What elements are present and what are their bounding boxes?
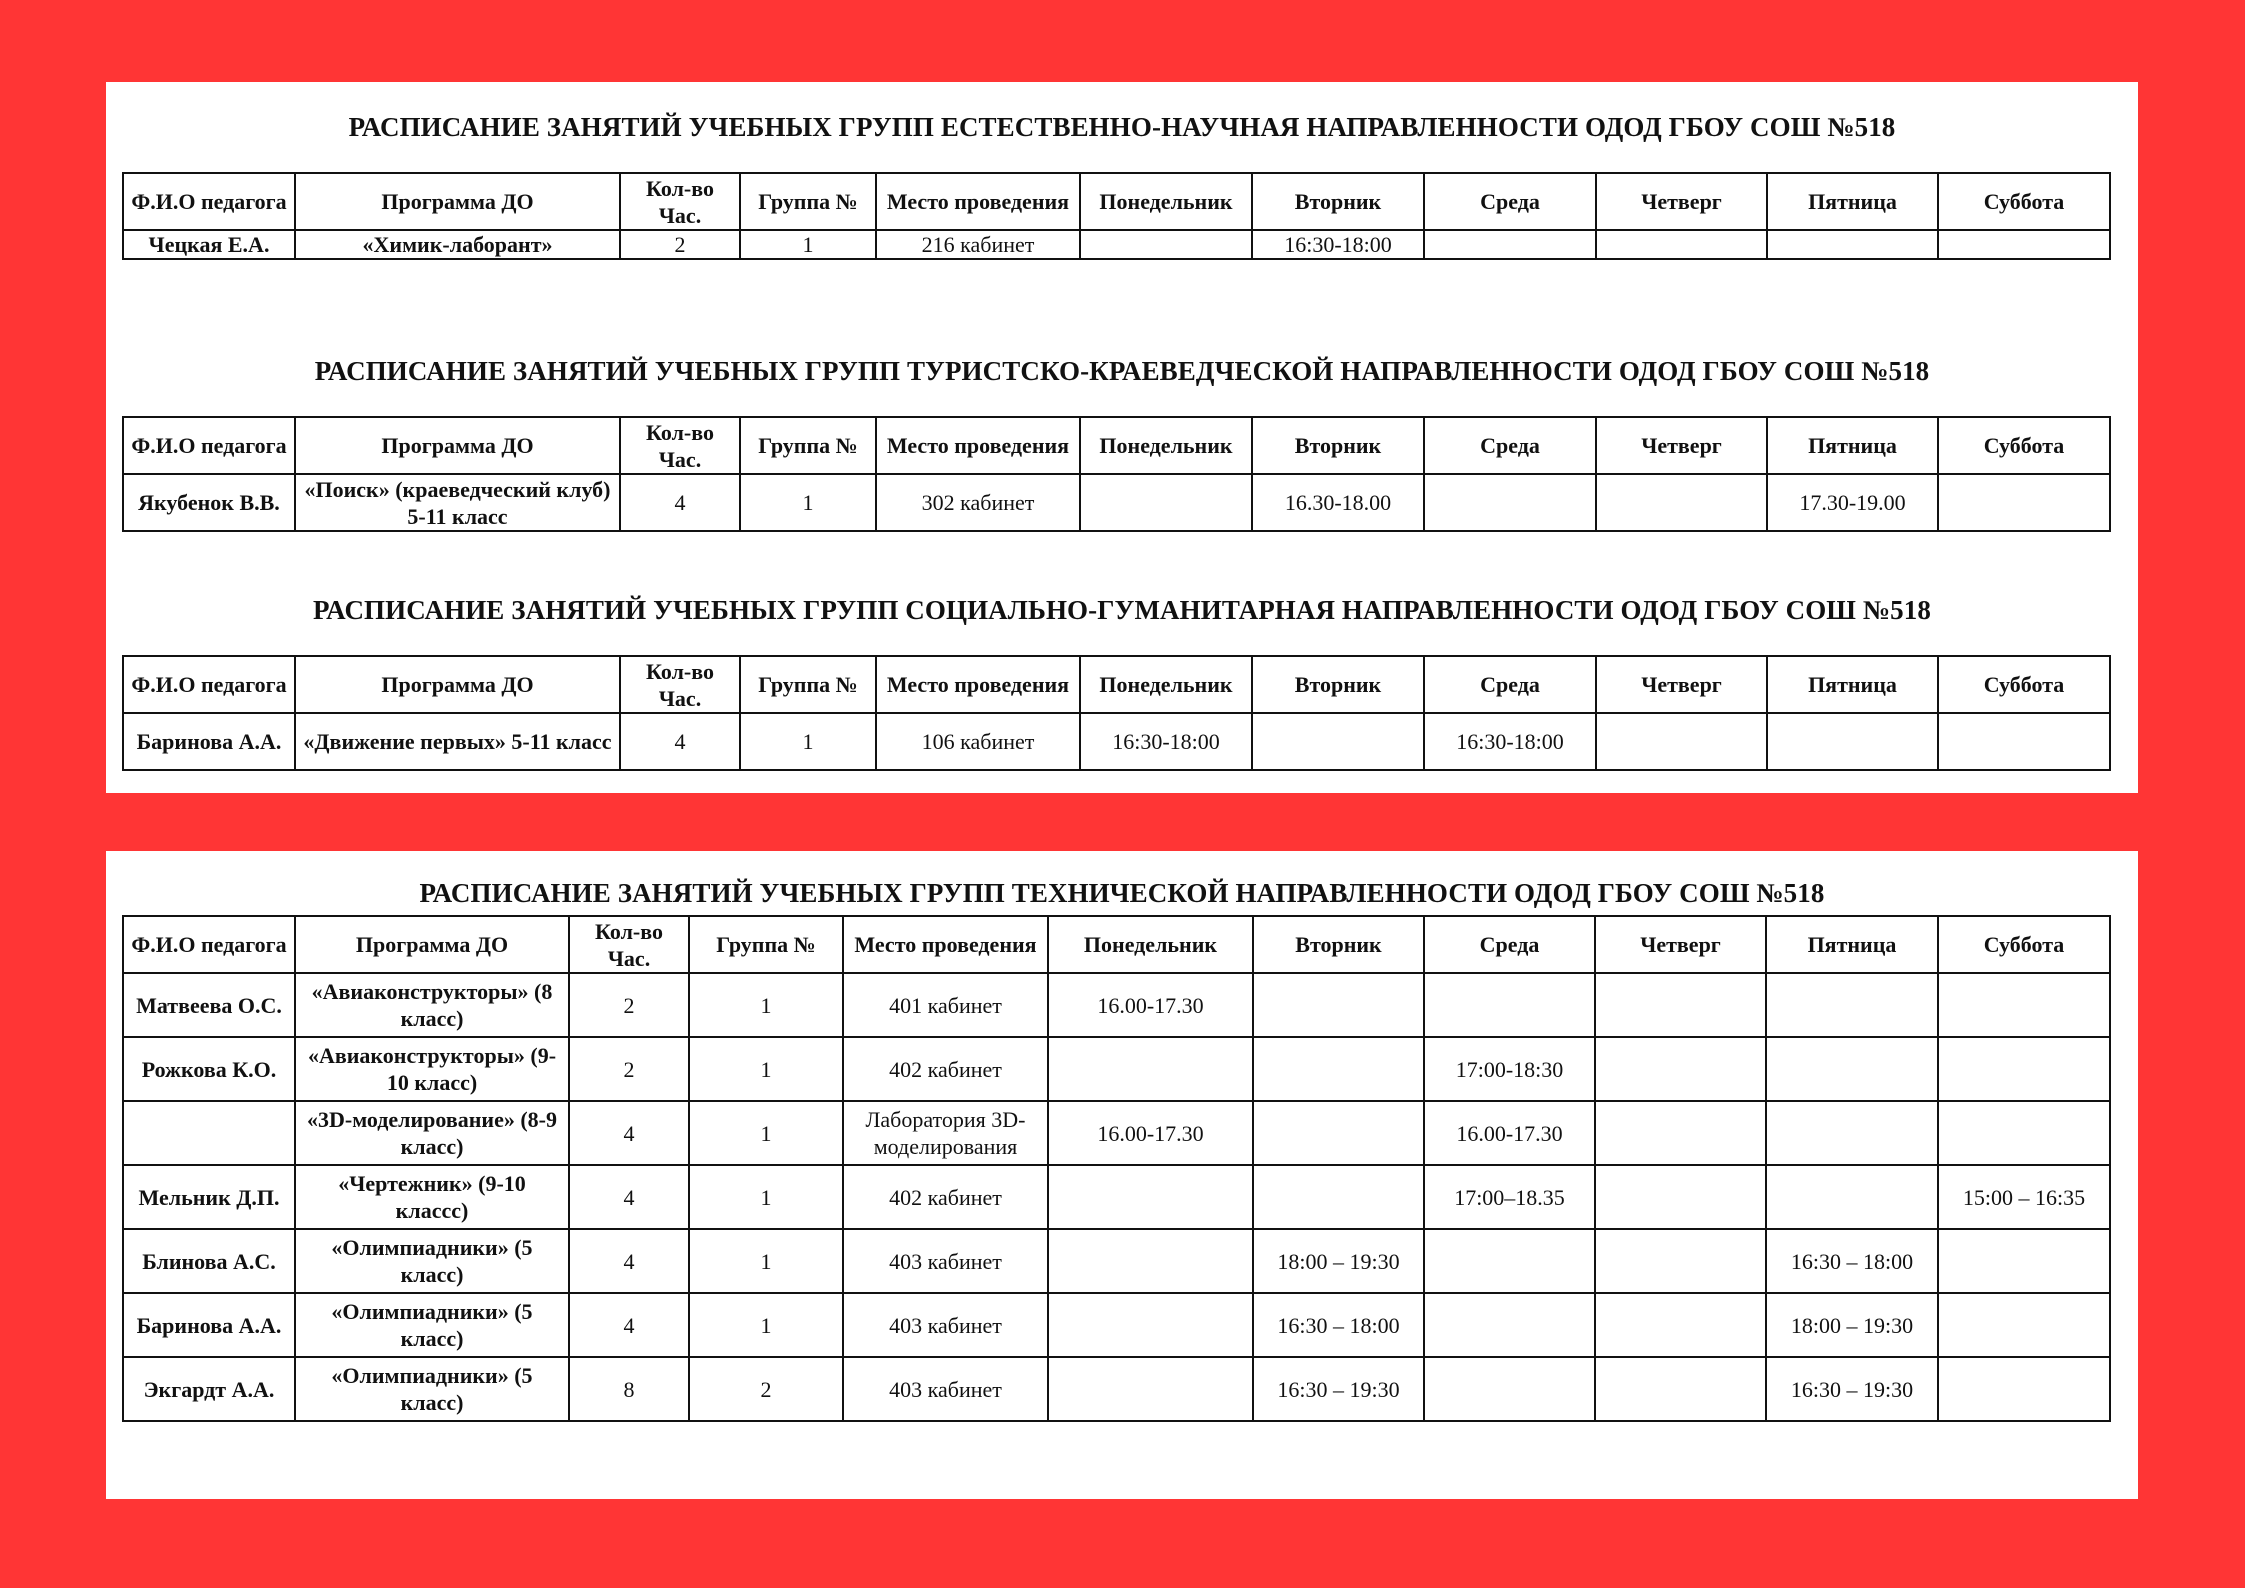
schedule-sheet-top — [106, 82, 2138, 793]
cell-saturday — [1938, 1293, 2110, 1357]
table-row — [123, 1229, 2110, 1293]
cell-monday: 16.00-17.30 — [1048, 1101, 1253, 1165]
cell-teacher: Мельник Д.П. — [123, 1165, 295, 1229]
cell-group: 1 — [740, 230, 876, 259]
header-program: Программа ДО — [295, 417, 620, 474]
header-saturday: Суббота — [1938, 173, 2110, 230]
cell-thursday — [1596, 713, 1767, 770]
cell-friday: 16:30 – 18:00 — [1766, 1229, 1938, 1293]
header-wednesday: Среда — [1424, 916, 1595, 973]
cell-saturday — [1938, 713, 2110, 770]
cell-place: 403 кабинет — [843, 1293, 1048, 1357]
schedule-table-social-humanitarian — [122, 655, 2111, 771]
cell-friday: 17.30-19.00 — [1767, 474, 1938, 531]
cell-group: 1 — [689, 1165, 843, 1229]
header-program: Программа ДО — [295, 173, 620, 230]
cell-program: «Авиаконструкторы» (8 класс) — [295, 973, 569, 1037]
cell-program: «Олимпиадники» (5 класс) — [295, 1357, 569, 1421]
table-header-row — [123, 173, 2110, 230]
cell-tuesday — [1253, 973, 1424, 1037]
header-wednesday: Среда — [1424, 656, 1596, 713]
header-monday: Понедельник — [1080, 173, 1252, 230]
cell-thursday — [1595, 973, 1766, 1037]
cell-monday — [1048, 1037, 1253, 1101]
cell-group: 1 — [689, 1293, 843, 1357]
cell-place: 403 кабинет — [843, 1357, 1048, 1421]
cell-place: 402 кабинет — [843, 1165, 1048, 1229]
cell-hours: 4 — [620, 474, 740, 531]
cell-tuesday — [1253, 1165, 1424, 1229]
cell-hours: 4 — [569, 1101, 689, 1165]
cell-saturday — [1938, 230, 2110, 259]
header-monday: Понедельник — [1080, 417, 1252, 474]
header-group: Группа № — [740, 656, 876, 713]
cell-program: «Движение первых» 5-11 класс — [295, 713, 620, 770]
header-tuesday: Вторник — [1252, 417, 1424, 474]
schedule-table-natural-science — [122, 172, 2111, 260]
header-group: Группа № — [740, 417, 876, 474]
cell-friday — [1767, 230, 1938, 259]
header-program: Программа ДО — [295, 656, 620, 713]
section-title-tourism: РАСПИСАНИЕ ЗАНЯТИЙ УЧЕБНЫХ ГРУПП ТУРИСТСКО-КРАЕВЕДЧЕСКОЙ НАПРАВЛЕННОСТИ ОДОД ГБОУ СОШ №518 — [314, 356, 1930, 386]
cell-thursday — [1595, 1101, 1766, 1165]
header-wednesday: Среда — [1424, 417, 1596, 474]
cell-wednesday — [1424, 230, 1596, 259]
header-tuesday: Вторник — [1253, 916, 1424, 973]
cell-hours: 2 — [569, 1037, 689, 1101]
cell-wednesday — [1424, 1229, 1595, 1293]
cell-program: «Чертежник» (9-10 классс) — [295, 1165, 569, 1229]
header-teacher: Ф.И.О педагога — [123, 173, 295, 230]
header-group: Группа № — [689, 916, 843, 973]
cell-saturday — [1938, 1229, 2110, 1293]
cell-wednesday: 17:00–18.35 — [1424, 1165, 1595, 1229]
cell-wednesday: 16:30-18:00 — [1424, 713, 1596, 770]
cell-hours: 2 — [569, 973, 689, 1037]
header-thursday: Четверг — [1595, 916, 1766, 973]
cell-wednesday — [1424, 474, 1596, 531]
cell-program: «Олимпиадники» (5 класс) — [295, 1293, 569, 1357]
cell-teacher: Чецкая Е.А. — [123, 230, 295, 259]
cell-thursday — [1596, 230, 1767, 259]
cell-monday: 16.00-17.30 — [1048, 973, 1253, 1037]
table-row — [123, 1037, 2110, 1101]
header-thursday: Четверг — [1596, 417, 1767, 474]
cell-wednesday — [1424, 1293, 1595, 1357]
header-wednesday: Среда — [1424, 173, 1596, 230]
cell-thursday — [1595, 1165, 1766, 1229]
cell-place: 106 кабинет — [876, 713, 1080, 770]
table-row — [123, 1165, 2110, 1229]
cell-teacher: Матвеева О.С. — [123, 973, 295, 1037]
schedule-table-technical — [122, 915, 2111, 1422]
cell-monday: 16:30-18:00 — [1080, 713, 1252, 770]
cell-wednesday: 16.00-17.30 — [1424, 1101, 1595, 1165]
header-place: Место проведения — [876, 656, 1080, 713]
cell-tuesday: 16:30 – 18:00 — [1253, 1293, 1424, 1357]
cell-teacher — [123, 1101, 295, 1165]
header-monday: Понедельник — [1080, 656, 1252, 713]
cell-program: «Авиаконструкторы» (9-10 класс) — [295, 1037, 569, 1101]
cell-teacher: Баринова А.А. — [123, 1293, 295, 1357]
cell-monday — [1048, 1293, 1253, 1357]
cell-group: 1 — [689, 1229, 843, 1293]
cell-friday — [1766, 1101, 1938, 1165]
cell-place: 302 кабинет — [876, 474, 1080, 531]
cell-thursday — [1595, 1229, 1766, 1293]
header-program: Программа ДО — [295, 916, 569, 973]
cell-wednesday — [1424, 1357, 1595, 1421]
header-friday: Пятница — [1767, 173, 1938, 230]
table-row — [123, 230, 2110, 259]
cell-saturday — [1938, 474, 2110, 531]
table-row — [123, 1357, 2110, 1421]
cell-tuesday — [1253, 1101, 1424, 1165]
section-title-social-humanitarian: РАСПИСАНИЕ ЗАНЯТИЙ УЧЕБНЫХ ГРУПП СОЦИАЛЬНО-ГУМАНИТАРНАЯ НАПРАВЛЕННОСТИ ОДОД ГБОУ СОШ №518 — [313, 595, 1931, 625]
cell-place: 403 кабинет — [843, 1229, 1048, 1293]
header-tuesday: Вторник — [1252, 173, 1424, 230]
header-tuesday: Вторник — [1252, 656, 1424, 713]
header-thursday: Четверг — [1596, 656, 1767, 713]
cell-monday — [1080, 474, 1252, 531]
cell-wednesday — [1424, 973, 1595, 1037]
cell-friday: 16:30 – 19:30 — [1766, 1357, 1938, 1421]
cell-tuesday — [1253, 1037, 1424, 1101]
cell-place: 401 кабинет — [843, 973, 1048, 1037]
header-teacher: Ф.И.О педагога — [123, 656, 295, 713]
cell-hours: 4 — [569, 1293, 689, 1357]
cell-monday — [1080, 230, 1252, 259]
cell-hours: 2 — [620, 230, 740, 259]
cell-teacher: Якубенок В.В. — [123, 474, 295, 531]
header-place: Место проведения — [876, 173, 1080, 230]
header-saturday: Суббота — [1938, 916, 2110, 973]
table-header-row — [123, 656, 2110, 713]
cell-saturday: 15:00 – 16:35 — [1938, 1165, 2110, 1229]
header-saturday: Суббота — [1938, 417, 2110, 474]
cell-saturday — [1938, 1357, 2110, 1421]
section-title-technical: РАСПИСАНИЕ ЗАНЯТИЙ УЧЕБНЫХ ГРУПП ТЕХНИЧЕСКОЙ НАПРАВЛЕННОСТИ ОДОД ГБОУ СОШ №518 — [419, 878, 1825, 908]
cell-program: «3D-моделирование» (8-9 класс) — [295, 1101, 569, 1165]
header-hours: Кол-во Час. — [620, 656, 740, 713]
cell-tuesday — [1252, 713, 1424, 770]
cell-monday — [1048, 1357, 1253, 1421]
header-teacher: Ф.И.О педагога — [123, 417, 295, 474]
cell-friday — [1766, 1037, 1938, 1101]
header-hours: Кол-во Час. — [620, 173, 740, 230]
cell-group: 1 — [689, 1101, 843, 1165]
cell-place: Лаборатория 3D-моделирования — [843, 1101, 1048, 1165]
table-row — [123, 1101, 2110, 1165]
cell-thursday — [1595, 1037, 1766, 1101]
cell-monday — [1048, 1165, 1253, 1229]
cell-hours: 8 — [569, 1357, 689, 1421]
cell-program: «Поиск» (краеведческий клуб) 5-11 класс — [295, 474, 620, 531]
cell-saturday — [1938, 1037, 2110, 1101]
cell-hours: 4 — [620, 713, 740, 770]
cell-wednesday: 17:00-18:30 — [1424, 1037, 1595, 1101]
cell-group: 1 — [740, 474, 876, 531]
cell-teacher: Баринова А.А. — [123, 713, 295, 770]
cell-group: 1 — [689, 973, 843, 1037]
header-friday: Пятница — [1766, 916, 1938, 973]
cell-tuesday: 16:30-18:00 — [1252, 230, 1424, 259]
header-place: Место проведения — [876, 417, 1080, 474]
cell-place: 402 кабинет — [843, 1037, 1048, 1101]
cell-monday — [1048, 1229, 1253, 1293]
header-hours: Кол-во Час. — [569, 916, 689, 973]
cell-saturday — [1938, 1101, 2110, 1165]
cell-place: 216 кабинет — [876, 230, 1080, 259]
section-title-natural-science: РАСПИСАНИЕ ЗАНЯТИЙ УЧЕБНЫХ ГРУПП ЕСТЕСТВЕННО-НАУЧНАЯ НАПРАВЛЕННОСТИ ОДОД ГБОУ СОШ №518 — [348, 112, 1896, 142]
cell-tuesday: 18:00 – 19:30 — [1253, 1229, 1424, 1293]
cell-thursday — [1595, 1357, 1766, 1421]
table-header-row — [123, 417, 2110, 474]
cell-friday — [1766, 973, 1938, 1037]
header-group: Группа № — [740, 173, 876, 230]
cell-teacher: Рожкова К.О. — [123, 1037, 295, 1101]
schedule-table-tourism — [122, 416, 2111, 532]
table-row — [123, 973, 2110, 1037]
cell-friday — [1766, 1165, 1938, 1229]
header-teacher: Ф.И.О педагога — [123, 916, 295, 973]
cell-group: 2 — [689, 1357, 843, 1421]
cell-tuesday: 16.30-18.00 — [1252, 474, 1424, 531]
cell-group: 1 — [689, 1037, 843, 1101]
header-friday: Пятница — [1767, 656, 1938, 713]
cell-teacher: Экгардт А.А. — [123, 1357, 295, 1421]
cell-friday — [1767, 713, 1938, 770]
table-row — [123, 474, 2110, 531]
table-row — [123, 713, 2110, 770]
schedule-sheet-bottom — [106, 851, 2138, 1499]
header-place: Место проведения — [843, 916, 1048, 973]
cell-program: «Химик-лаборант» — [295, 230, 620, 259]
cell-thursday — [1596, 474, 1767, 531]
table-header-row — [123, 916, 2110, 973]
cell-hours: 4 — [569, 1229, 689, 1293]
cell-teacher: Блинова А.С. — [123, 1229, 295, 1293]
header-saturday: Суббота — [1938, 656, 2110, 713]
cell-group: 1 — [740, 713, 876, 770]
header-friday: Пятница — [1767, 417, 1938, 474]
cell-thursday — [1595, 1293, 1766, 1357]
cell-saturday — [1938, 973, 2110, 1037]
header-thursday: Четверг — [1596, 173, 1767, 230]
cell-hours: 4 — [569, 1165, 689, 1229]
cell-tuesday: 16:30 – 19:30 — [1253, 1357, 1424, 1421]
cell-program: «Олимпиадники» (5 класс) — [295, 1229, 569, 1293]
cell-friday: 18:00 – 19:30 — [1766, 1293, 1938, 1357]
table-row — [123, 1293, 2110, 1357]
header-hours: Кол-во Час. — [620, 417, 740, 474]
header-monday: Понедельник — [1048, 916, 1253, 973]
